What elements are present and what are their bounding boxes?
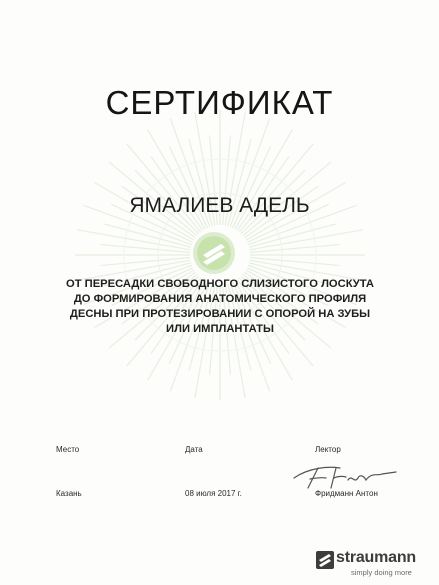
brand-tagline: simply doing more <box>351 568 412 577</box>
watermark-ray <box>77 230 190 250</box>
watermark-ray <box>127 144 201 232</box>
lecturer-label: Лектор <box>315 445 341 454</box>
watermark-ray <box>100 258 190 266</box>
place-label: Место <box>56 445 80 454</box>
course-line: ИЛИ ИМПЛАНТАТЫ <box>166 323 274 335</box>
watermark-ray <box>239 144 313 232</box>
course-line: ДО ФОРМИРОВАНИЯ АНАТОМИЧЕСКОГО ПРОФИЛЯ <box>73 293 367 305</box>
recipient-name: ЯМАЛИЕВ АДЕЛЬ <box>129 194 310 217</box>
course-line: ДЕСНЫ ПРИ ПРОТЕЗИРОВАНИИ С ОПОРОЙ НА ЗУБЫ <box>69 308 371 320</box>
watermark-ray <box>249 224 336 247</box>
date-value: 08 июля 2017 г. <box>185 489 242 498</box>
lecturer-signature <box>288 454 400 494</box>
place-value: Казань <box>56 489 82 498</box>
straumann-logo-icon <box>316 551 334 569</box>
watermark-ray <box>250 258 340 266</box>
brand-logo <box>316 549 426 579</box>
watermark-ray <box>100 245 190 253</box>
watermark-ray <box>104 224 191 247</box>
lecturer-value: Фридманн Антон <box>315 489 378 498</box>
course-line: ОТ ПЕРЕСАДКИ СВОБОДНОГО СЛИЗИСТОГО ЛОСКУТА <box>66 278 374 290</box>
course-title <box>30 277 410 337</box>
watermark-ray <box>250 230 363 250</box>
straumann-emblem-icon <box>192 231 236 275</box>
brand-name: straumann <box>336 549 416 566</box>
certificate-title: СЕРТИФИКАТ <box>105 84 334 121</box>
watermark-ray <box>250 245 340 253</box>
date-label: Дата <box>185 445 203 454</box>
